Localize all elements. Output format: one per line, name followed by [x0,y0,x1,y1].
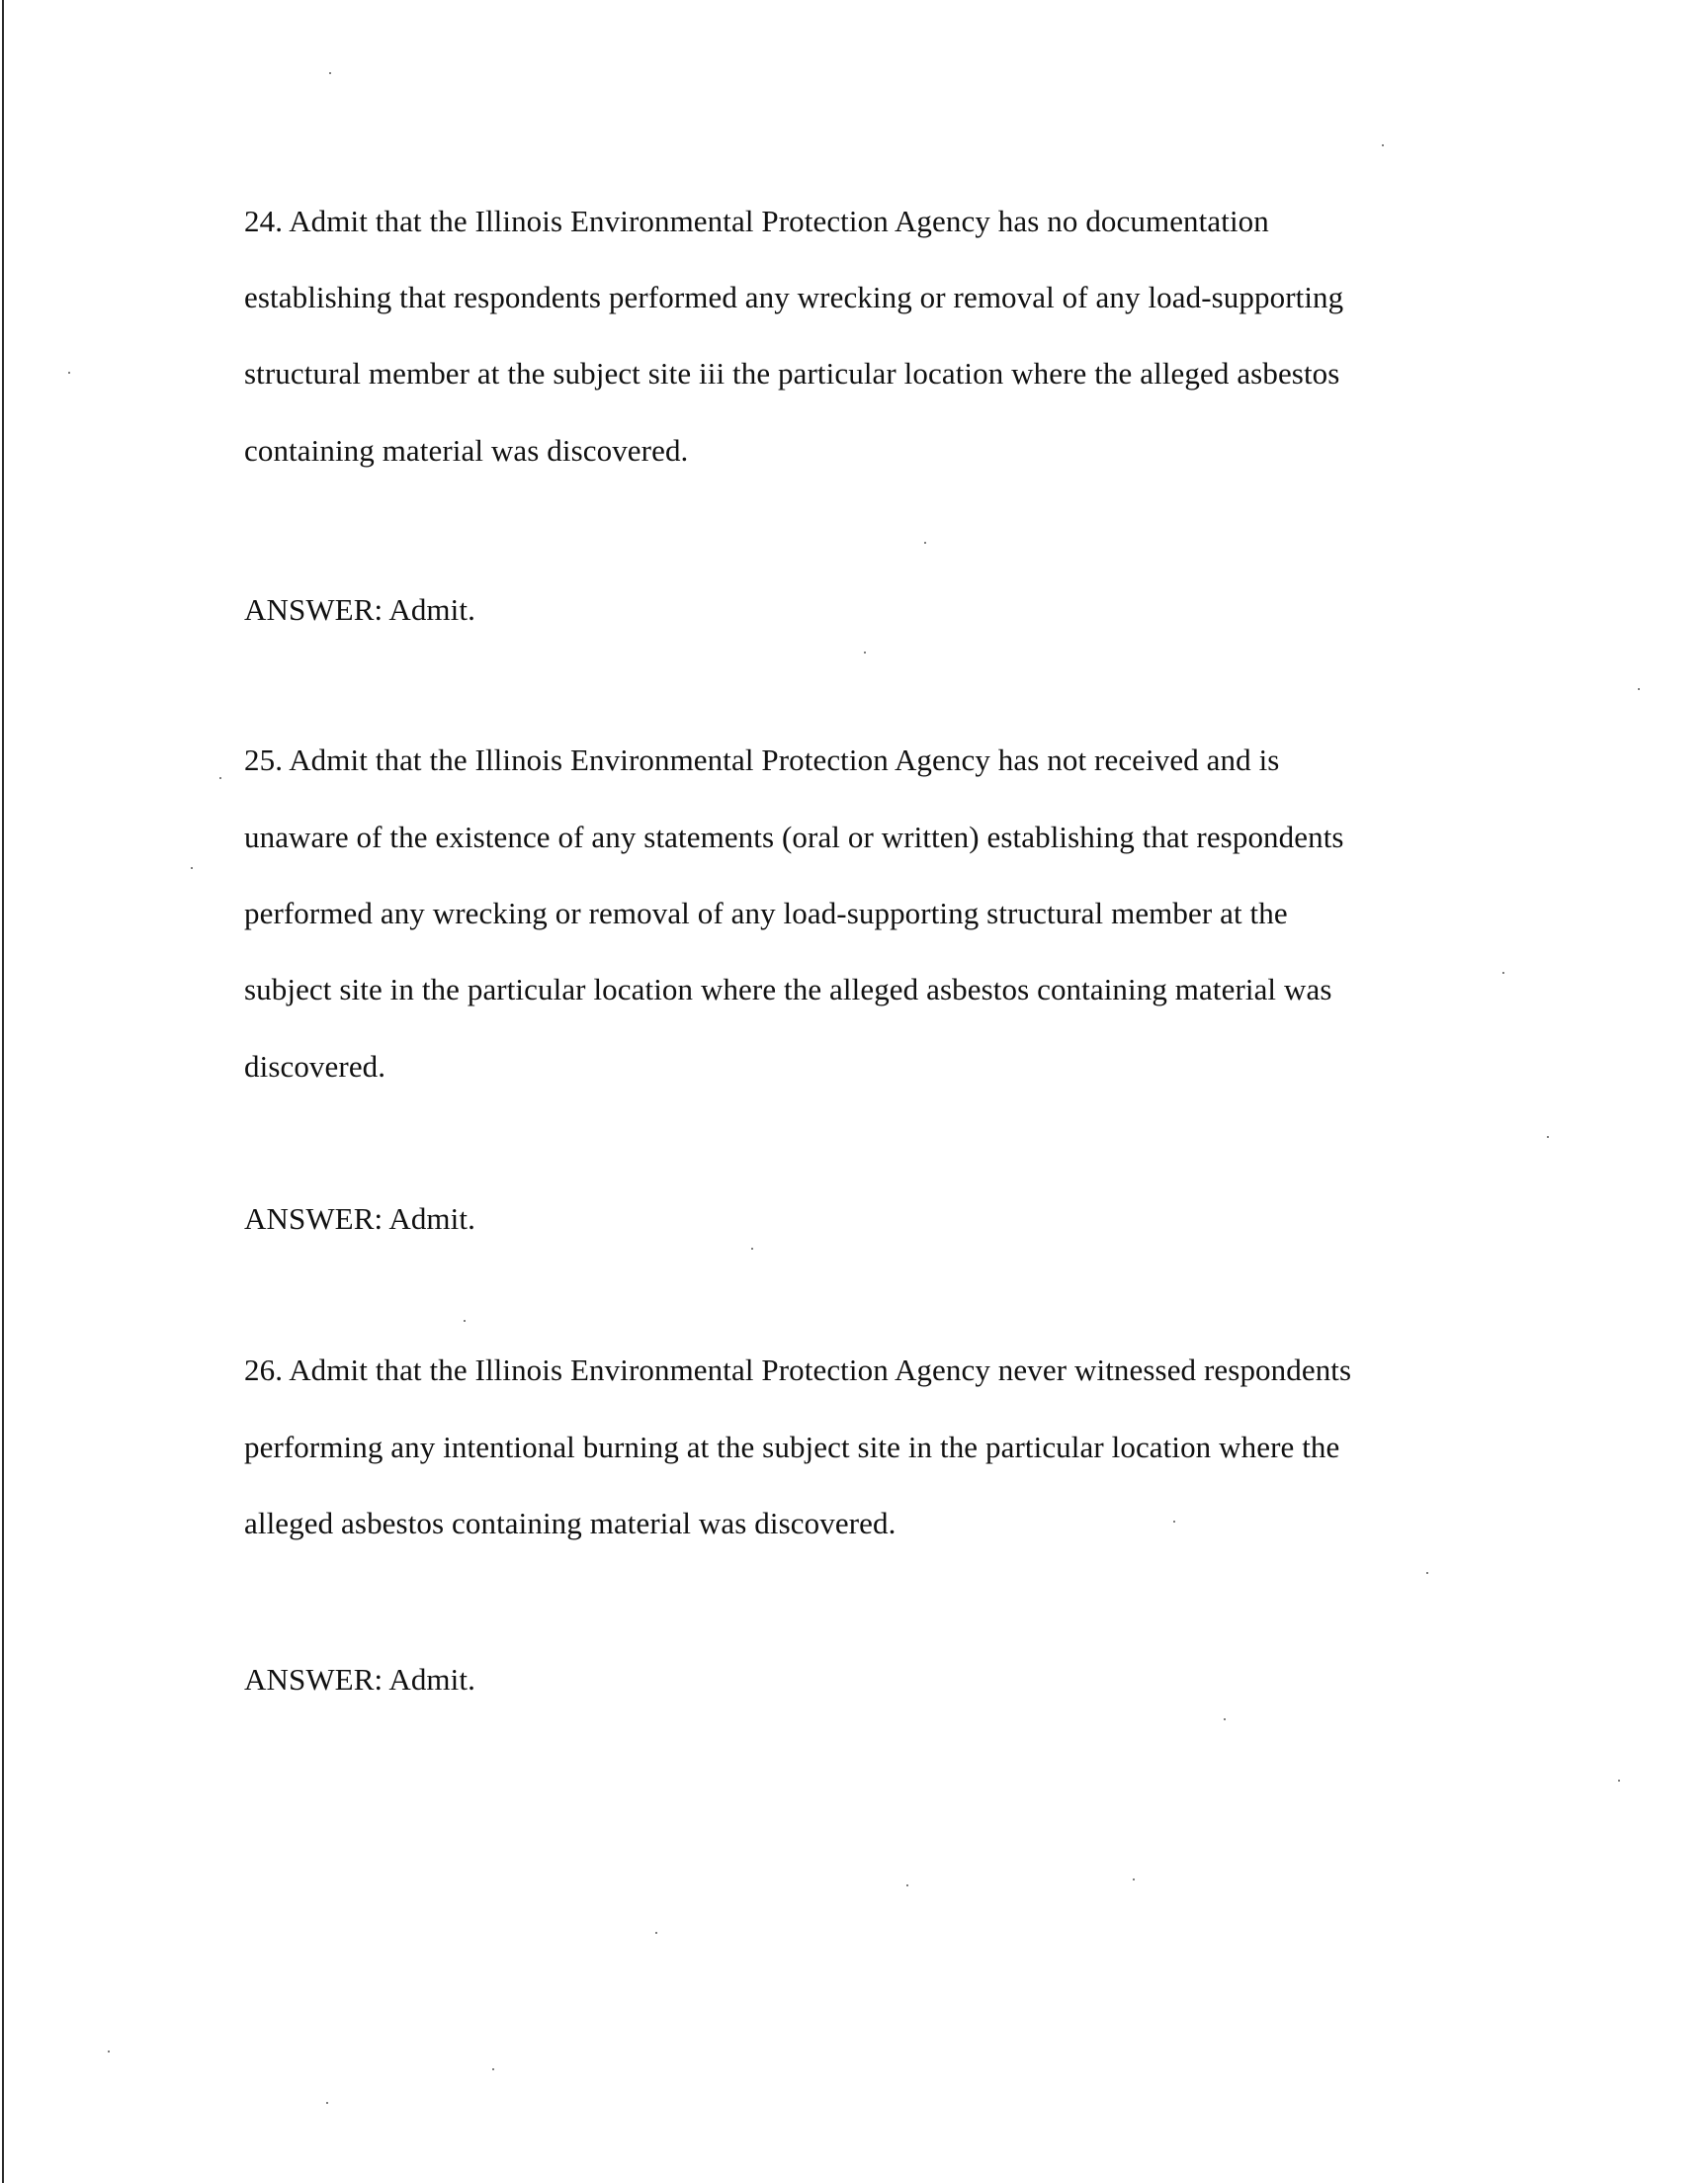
scan-speck [329,72,331,74]
request-24-line-1: 24. Admit that the Illinois Environmental Protection Agency has no documentation [244,204,1269,238]
scan-speck [751,1248,753,1250]
scan-speck [655,1932,657,1934]
scan-left-edge [2,0,4,2183]
scan-speck [464,1320,466,1322]
scan-speck [1502,972,1504,974]
scan-speck [1638,688,1640,690]
scan-speck [1224,1718,1226,1720]
scan-speck [1426,1572,1428,1574]
scan-speck [906,1884,908,1886]
scan-speck [1547,1136,1549,1138]
request-24-line-4: containing material was discovered. [244,433,689,468]
scan-speck [326,2102,328,2104]
answer-26: ANSWER: Admit. [244,1662,475,1697]
scan-speck [219,777,221,779]
scan-speck [1133,1878,1135,1880]
scan-speck [1173,1521,1175,1523]
request-25-line-4: subject site in the particular location where the alleged asbestos containing material was [244,972,1332,1006]
request-25-line-1: 25. Admit that the Illinois Environmental Protection Agency has not received and is [244,742,1280,777]
request-25-line-5: discovered. [244,1049,386,1084]
request-25-line-3: performed any wrecking or removal of any load-supporting structural member at the [244,896,1288,930]
scan-speck [924,542,926,544]
request-26-line-1: 26. Admit that the Illinois Environmental Protection Agency never witnessed respondents [244,1353,1352,1387]
scan-speck [492,2068,494,2070]
request-24-line-3: structural member at the subject site iii the particular location where the alleged asbestos [244,356,1340,391]
scan-speck [191,867,193,869]
scan-speck [68,372,70,374]
request-26-line-2: performing any intentional burning at the subject site in the particular location where the [244,1430,1340,1464]
scan-speck [108,2051,110,2052]
scan-speck [1618,1780,1620,1782]
answer-24: ANSWER: Admit. [244,592,475,627]
request-24-line-2: establishing that respondents performed any wrecking or removal of any load-supporting [244,280,1344,314]
scan-speck [1382,144,1384,146]
request-26-line-3: alleged asbestos containing material was discovered. [244,1506,897,1540]
request-25-line-2: unaware of the existence of any statements (oral or written) establishing that respondents [244,820,1344,854]
answer-25: ANSWER: Admit. [244,1201,475,1236]
scan-speck [864,652,866,654]
